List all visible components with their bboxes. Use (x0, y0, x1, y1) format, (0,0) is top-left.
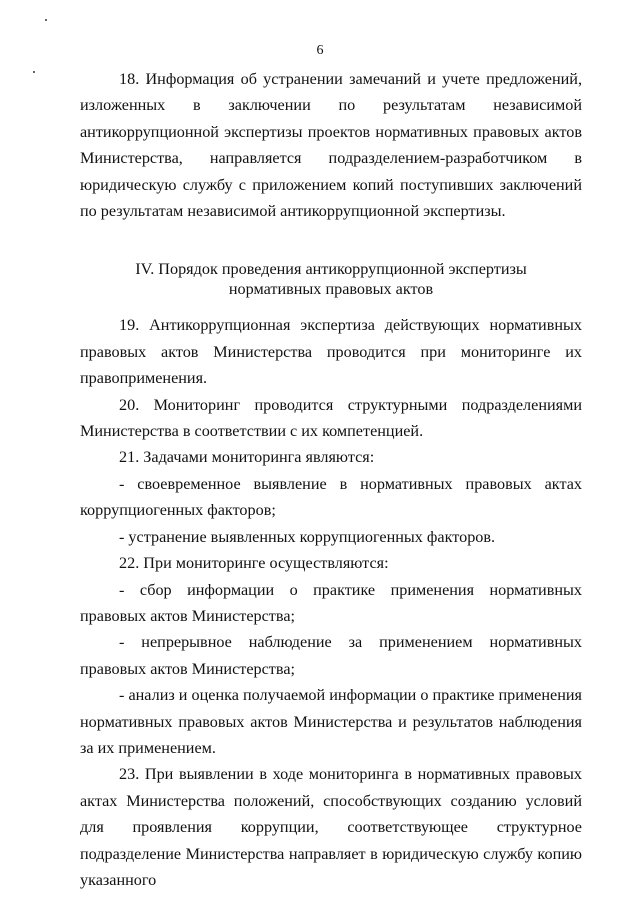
paragraph-19: 19. Антикоррупционная экспертиза действующих нормативных правовых актов Министерства проводится при мониторинге их правоприменения. (80, 316, 582, 388)
paragraph-20: 20. Мониторинг проводится структурными подразделениями Министерства в соответствии с их компетенцией. (80, 395, 582, 441)
scan-speck (33, 71, 35, 73)
section-heading-line-2: нормативных правовых актов (228, 280, 434, 299)
section-heading-line-1: IV. Порядок проведения антикоррупционной экспертизы (135, 260, 527, 279)
paragraph-18: 18. Информация об устранении замечаний и учете предложений, изложенных в заключении по результатам независимой антикоррупционной экспертизы проектов нормативных правовых актов Министерства, направляется подразделением-разработчиком в юридическую службу с приложением копий поступивших заключений по результатам независимой антикоррупционной экспертизы. (80, 70, 582, 221)
list-item: - сбор информации о практике применения нормативных правовых актов Министерства; (80, 580, 582, 625)
scan-speck (45, 19, 47, 21)
paragraph-21: 21. Задачами мониторинга являются: (119, 448, 375, 467)
list-item: - устранение выявленных коррупциогенных факторов. (119, 527, 496, 546)
paragraph-22: 22. При мониторинге осуществляются: (119, 554, 389, 573)
page-number: 6 (316, 43, 324, 58)
paragraph-23: 23. При выявлении в ходе мониторинга в нормативных правовых актах Министерства положений, способствующих созданию условий для проявления коррупции, соответствующее структурное подразделение Министерства направляет в юридическую службу копию указанного (80, 765, 582, 889)
document-body (80, 66, 582, 893)
list-item: - своевременное выявление в нормативных правовых актах коррупциогенных факторов; (80, 474, 582, 520)
list-item: - анализ и оценка получаемой информации о практике применения нормативных правовых актов Министерства и результатов наблюдения за их применением. (80, 686, 582, 757)
list-item: - непрерывное наблюдение за применением нормативных правовых актов Министерства; (80, 633, 582, 678)
section-heading (80, 259, 582, 299)
